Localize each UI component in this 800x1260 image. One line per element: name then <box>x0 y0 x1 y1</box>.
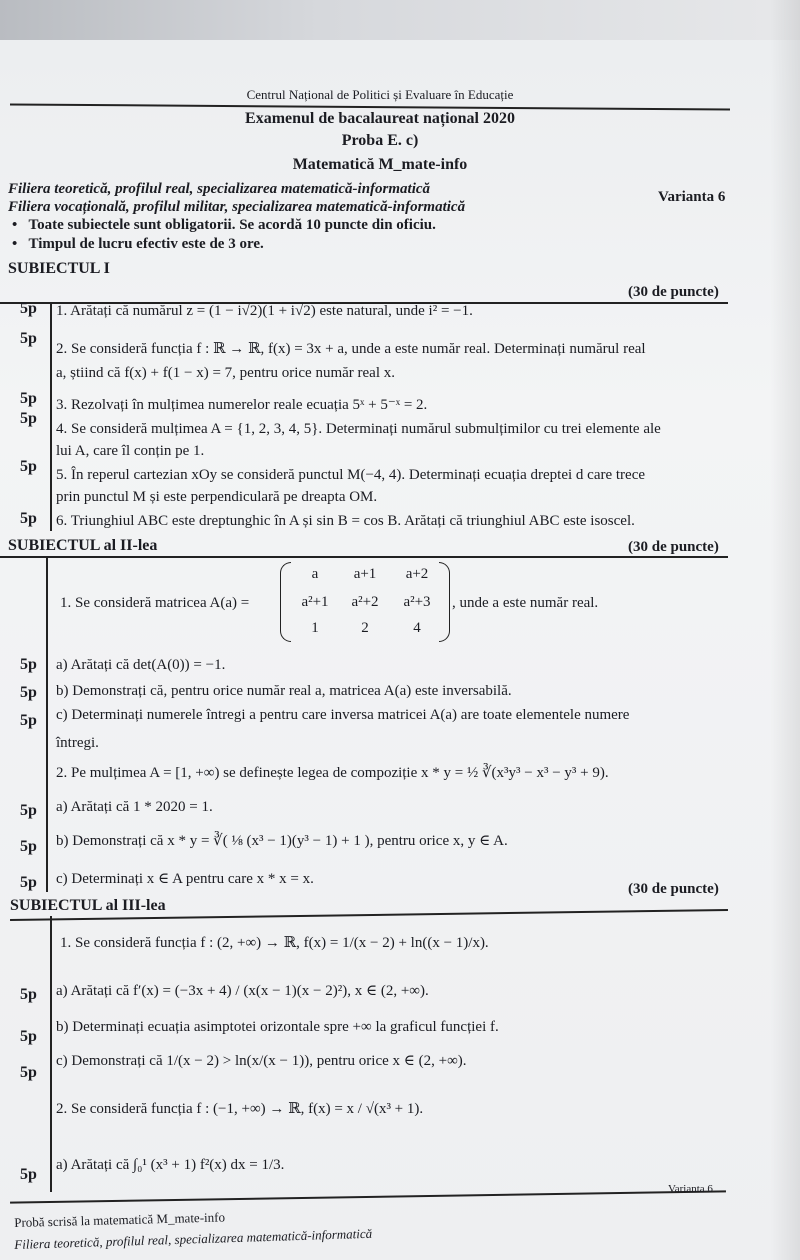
s2-a2: a) Arătați că 1 * 2020 = 1. <box>56 799 213 815</box>
s1-q3-score: 5p <box>20 390 37 407</box>
s2-c1-score: 5p <box>20 712 37 729</box>
s3-a2-score: 5p <box>20 1166 37 1183</box>
header-exam: Examenul de bacalaureat național 2020 <box>245 110 515 127</box>
s3-b1-score: 5p <box>20 1028 37 1045</box>
matrix-cell: a²+2 <box>351 594 379 610</box>
matrix-cell: a²+1 <box>301 594 329 610</box>
s3-points: (30 de puncte) <box>628 881 719 897</box>
s1-q5-score: 5p <box>20 458 37 475</box>
s3-p1: 1. Se consideră funcția f : (2, +∞) → ℝ, f(x) = 1/(x − 2) + ln((x − 1)/x). <box>60 935 489 951</box>
s1-q2-line1: 2. Se consideră funcția f : ℝ → ℝ, f(x) = 3x + a, unde a este număr real. Determinați numărul real <box>56 341 646 357</box>
matrix-cell: a <box>311 566 319 582</box>
header-variant: Varianta 6 <box>658 189 726 205</box>
s2-p2: 2. Pe mulțimea A = [1, +∞) se definește legea de compoziție x * y = ½ ∛(x³y³ − x³ − y³ + 9). <box>56 765 609 781</box>
s1-title: SUBIECTUL I <box>8 260 110 277</box>
footer-line-2: Filiera teoretică, profilul real, specializarea matematică-informatică <box>14 1225 373 1252</box>
header-filiera-2: Filiera vocațională, profilul militar, specializarea matematică-informatică <box>8 199 466 215</box>
footer-line-1: Probă scrisă la matematică M_mate-info <box>14 1209 226 1230</box>
s1-score-divider <box>50 303 52 531</box>
s1-q3: 3. Rezolvați în mulțimea numerelor reale ecuația 5ˣ + 5⁻ˣ = 2. <box>56 397 428 413</box>
s1-points: (30 de puncte) <box>628 284 719 300</box>
s1-q5-line1: 5. În reperul cartezian xOy se consideră punctul M(−4, 4). Determinați ecuația dreptei d care trece <box>56 467 646 483</box>
s3-c1: c) Demonstrați că 1/(x − 2) > ln(x/(x − 1)), pentru orice x ∈ (2, +∞). <box>56 1053 467 1069</box>
s1-q2-score: 5p <box>20 330 37 347</box>
s3-score-divider <box>50 916 52 1192</box>
s1-q4-line1: 4. Se consideră mulțimea A = {1, 2, 3, 4, 5}. Determinați numărul submulțimilor cu trei elemente ale <box>56 421 661 437</box>
header-subject: Matematică M_mate-info <box>292 156 468 173</box>
s2-points: (30 de puncte) <box>628 539 719 555</box>
s2-matrix-intro: 1. Se consideră matricea A(a) = <box>60 595 250 611</box>
s2-c2-score: 5p <box>20 874 37 891</box>
s3-title: SUBIECTUL al III-lea <box>10 897 166 914</box>
s2-c1-line2: întregi. <box>56 735 99 751</box>
s1-q2-line2: a, știind că f(x) + f(1 − x) = 7, pentru orice număr real x. <box>56 365 396 381</box>
s2-c2: c) Determinați x ∈ A pentru care x * x = x. <box>56 871 314 887</box>
s1-q5-line2: prin punctul M și este perpendiculară pe dreapta OM. <box>56 489 378 505</box>
s1-q6: 6. Triunghiul ABC este dreptunghic în A și sin B = cos B. Arătați că triunghiul ABC este isoscel. <box>56 513 635 529</box>
s1-q4-score: 5p <box>20 410 37 427</box>
s3-b1: b) Determinați ecuația asimptotei orizontale spre +∞ la graficul funcției f. <box>56 1019 499 1035</box>
footer-variant: Varianta 6 <box>668 1183 713 1195</box>
matrix-cell: 1 <box>311 620 319 636</box>
page-edge-shadow <box>770 0 800 1260</box>
s2-title: SUBIECTUL al II-lea <box>8 537 158 554</box>
s1-q1: 1. Arătați că numărul z = (1 − i√2)(1 + i√2) este natural, unde i² = −1. <box>56 303 473 319</box>
s1-q4-line2: lui A, care îl conțin pe 1. <box>56 443 205 459</box>
s2-b1-score: 5p <box>20 684 37 701</box>
s1-q6-score: 5p <box>20 510 37 527</box>
header-center: Centrul Național de Politici și Evaluare în Educație <box>246 87 514 102</box>
s2-b1: b) Demonstrați că, pentru orice număr real a, matricea A(a) este inversabilă. <box>56 683 512 699</box>
bullet-2: • Timpul de lucru efectiv este de 3 ore. <box>12 236 264 252</box>
s1-q1-score: 5p <box>20 300 37 317</box>
header-proba: Proba E. c) <box>341 132 419 149</box>
matrix-cell: 4 <box>413 620 421 636</box>
s3-c1-score: 5p <box>20 1064 37 1081</box>
s2-a2-score: 5p <box>20 802 37 819</box>
s3-p2: 2. Se consideră funcția f : (−1, +∞) → ℝ, f(x) = x / √(x³ + 1). <box>56 1101 424 1117</box>
bullet-1: • Toate subiectele sunt obligatorii. Se acordă 10 puncte din oficiu. <box>12 217 436 233</box>
s2-b2-score: 5p <box>20 838 37 855</box>
s3-a1: a) Arătați că f′(x) = (−3x + 4) / (x(x − 1)(x − 2)²), x ∈ (2, +∞). <box>56 983 429 999</box>
s2-matrix-after: , unde a este număr real. <box>452 595 599 611</box>
s2-b2: b) Demonstrați că x * y = ∛( ⅛ (x³ − 1)(y³ − 1) + 1 ), pentru orice x, y ∈ A. <box>56 833 508 849</box>
s2-score-divider <box>46 557 48 892</box>
s2-a1-score: 5p <box>20 656 37 673</box>
matrix-cell: a²+3 <box>403 594 431 610</box>
s3-a1-score: 5p <box>20 986 37 1003</box>
s2-c1-line1: c) Determinați numerele întregi a pentru care inversa matricei A(a) are toate elementele numere <box>56 707 630 723</box>
matrix-cell: 2 <box>361 620 369 636</box>
matrix-cell: a+1 <box>353 566 377 582</box>
s2-rule <box>0 556 728 558</box>
s2-a1: a) Arătați că det(A(0)) = −1. <box>56 657 226 673</box>
matrix-a <box>280 562 450 642</box>
matrix-cell: a+2 <box>405 566 429 582</box>
s3-a2: a) Arătați că ∫₀¹ (x³ + 1) f²(x) dx = 1/3. <box>56 1157 285 1173</box>
header-filiera-1: Filiera teoretică, profilul real, specializarea matematică-informatică <box>8 181 431 197</box>
